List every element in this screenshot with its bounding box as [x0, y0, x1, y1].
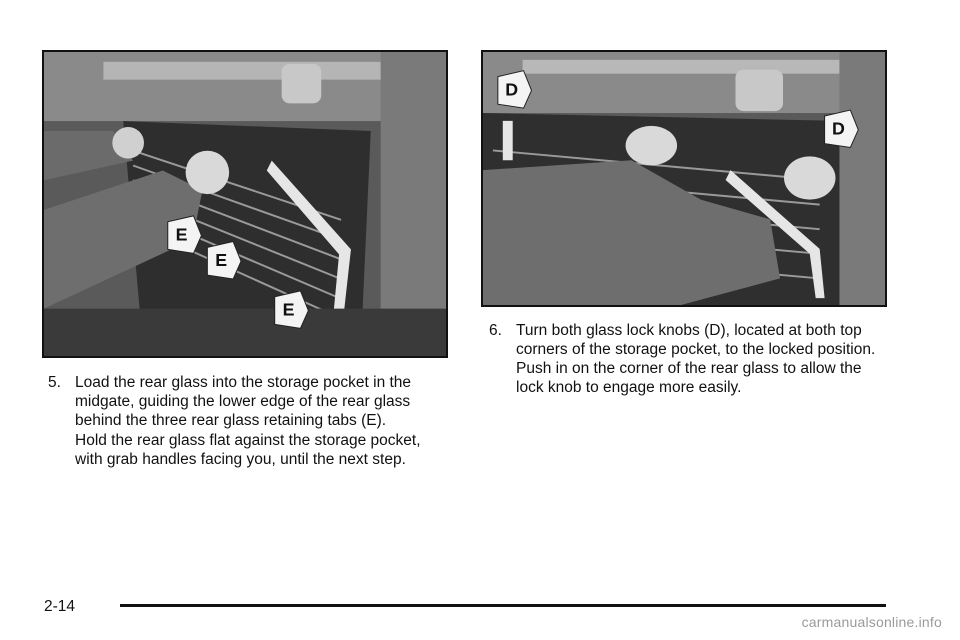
step-number: 6.: [489, 322, 502, 339]
instruction-step-5: [48, 373, 438, 430]
watermark: carmanualsonline.info: [801, 614, 942, 630]
photo-illustration: [483, 52, 885, 305]
step-text: Load the rear glass into the storage pocket in the midgate, guiding the lower edge of the rear glass behind the three rear glass retaining tabs (E).: [75, 374, 412, 429]
svg-text:E: E: [175, 224, 188, 245]
page-number: 2-14: [44, 598, 76, 615]
figure-rear-glass-storage-pocket: [42, 50, 448, 358]
svg-text:E: E: [282, 299, 295, 320]
svg-text:D: D: [505, 79, 519, 100]
instruction-step-6: [489, 321, 884, 397]
step-number: 5.: [48, 374, 61, 391]
figure-glass-lock-knobs: [481, 50, 887, 307]
photo-illustration: [44, 52, 446, 356]
svg-text:D: D: [832, 118, 845, 139]
step-5-note: Hold the rear glass flat against the storage pocket, with grab handles facing you, until the next step.: [75, 432, 421, 468]
step-text: Turn both glass lock knobs (D), located at both top corners of the storage pocket, to the locked position. Push in on the corner of the rear glass to allow the lock knob to engage more easily.: [516, 322, 876, 396]
svg-text:E: E: [215, 250, 228, 271]
footer-rule: [120, 604, 886, 607]
